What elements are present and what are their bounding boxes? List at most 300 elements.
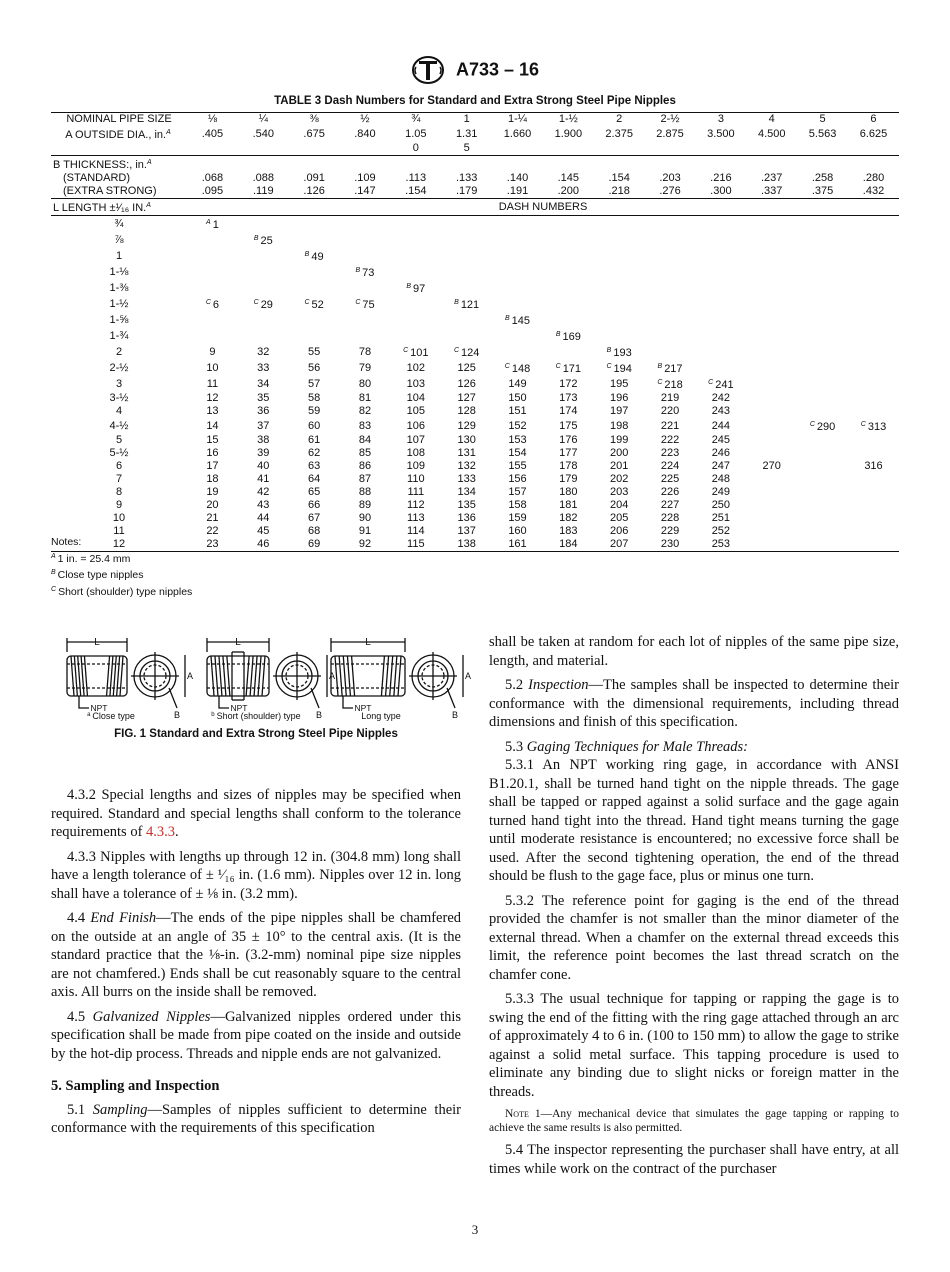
table-cell: 1.05 [405,127,427,140]
dash-cell: 157 [508,486,527,498]
designation: A733 – 16 [455,59,540,80]
size-row [51,113,899,127]
dash-cell: 110 [407,473,425,485]
dash-cell [695,360,746,376]
dash-cell [594,248,645,264]
note-item: $^C$ Short (shoulder) type nipples [51,585,193,598]
dash-cell [289,312,340,328]
dash-cell: 219 [660,392,680,404]
dash-cell: 40 [257,460,270,472]
dash-cell [492,216,543,233]
table-row [51,232,899,248]
dash-cell [492,328,543,344]
dash-cell [797,280,848,296]
label-b: B [451,710,459,720]
dash-cell [695,344,746,360]
thread-line [347,656,350,696]
dash-cell: $^B$ 49 [304,251,324,263]
dash-cell [594,328,645,344]
dash-cell: 84 [358,434,372,446]
dash-cell: 42 [257,486,270,498]
dash-cell: 220 [660,405,680,417]
dash-cell [695,232,746,248]
size-header-cell: 2 [594,113,645,127]
dash-cell: 41 [257,473,270,485]
dash-cell: 107 [406,434,425,446]
dash-cell [797,216,848,233]
dash-cell: 182 [559,512,578,524]
dash-cell [797,460,848,473]
dash-cell [645,264,696,280]
table-row [51,512,899,525]
note-item: $^B$ Close type nipples [51,569,144,581]
dash-cell: 155 [508,460,527,472]
label-a: A [186,671,194,681]
table-row [51,434,899,447]
dash-cell: 55 [308,345,321,358]
thread-line [394,656,397,696]
dash-cell [746,512,797,525]
table-cell: .119 [238,185,289,199]
dash-cell [746,216,797,233]
dash-cell [848,538,899,552]
dash-cell: 244 [711,419,731,432]
dash-cell [746,447,797,460]
size-header-cell: ⅜ [289,113,340,127]
table-cell [289,142,340,156]
dash-cell: $^C$ 148 [504,363,531,375]
dash-cell: 12 [206,392,219,404]
dash-cell [492,296,543,312]
table-cell: .154 [608,172,630,184]
b-leader [311,688,319,708]
dash-cell: $^C$ 124 [453,347,480,359]
dash-cell: 68 [308,525,321,537]
thread-line [117,656,120,696]
dash-cell: 203 [610,486,629,498]
dash-cell: 104 [406,392,425,404]
dash-cell: 150 [508,392,527,404]
size-header-cell: 1 [441,113,492,127]
dash-cell [390,248,441,264]
dash-cell: $^C$ 52 [304,299,324,311]
dash-cell: 34 [257,377,270,390]
dash-cell [441,312,492,328]
dash-cell [390,296,441,312]
table-cell: .145 [557,172,580,184]
dash-cell [746,312,797,328]
size-header-cell: ¾ [390,113,441,127]
xs-row: (EXTRA STRONG) .095 .119 .126 .147 .154 .179 .191 .200 .218 .276 .300 .337 .375 .432 [51,185,899,199]
dash-cell: 18 [206,473,219,485]
para-5-4: 5.4 The inspector representing the purchaser shall have entry, at all times while work on the contract of the purchaser [489,1142,899,1177]
dash-cell [746,499,797,512]
dash-cell: 227 [660,499,680,511]
dash-cell: 111 [407,486,425,498]
dash-numbers-label: DASH NUMBERS [187,199,899,216]
size-header-cell: 6 [848,113,899,127]
dash-cell: 180 [559,486,578,498]
length-cell: 3-½ [109,392,129,404]
dash-cell: 89 [358,499,372,511]
dash-cell [441,216,492,233]
dash-cell: 92 [340,538,391,552]
dash-cell: 23 [187,538,238,552]
table-cell: .375 [797,185,848,199]
dash-cell: 135 [457,499,476,511]
table-cell: .432 [848,185,899,199]
dash-cell [238,264,289,280]
thread-line [254,656,257,696]
size-header-cell: 4 [746,113,797,127]
dash-cell [746,232,797,248]
dash-cell [289,328,340,344]
length-cell: 6 [115,460,123,472]
dash-cell: 154 [508,447,527,459]
length-cell: 1 [115,249,123,262]
dash-cell [695,216,746,233]
dash-cell: 87 [358,473,372,485]
table-cell: .179 [441,185,492,199]
dash-cell: $^C$ 241 [708,379,734,391]
dash-cell: 22 [206,525,219,537]
length-cell: 4-½ [109,419,129,432]
dash-cell: 250 [711,499,731,511]
thread-line [223,656,226,696]
dash-cell: 102 [406,361,425,374]
dash-cell [390,312,441,328]
dash-cell: 226 [660,486,680,498]
dash-cell [695,312,746,328]
dash-cell: 90 [358,512,372,524]
dash-cell: $^B$ 121 [454,299,480,311]
dash-cell [645,328,696,344]
dash-cell: 131 [457,447,476,459]
footnote-mark: B [355,267,361,274]
footnote-mark: B [406,283,412,290]
dash-cell: $^A$ 1 [206,219,219,231]
dash-cell [695,328,746,344]
table-row [51,296,899,312]
dash-cell [848,248,899,264]
dash-cell [848,376,899,392]
length-cell: 7 [115,473,123,485]
table-row [51,280,899,296]
dash-cell: 132 [457,460,476,472]
dash-cell: 245 [711,434,731,446]
thread-line [84,656,87,696]
footnote-mark: C [253,299,259,306]
footnote-mark: C [453,347,459,354]
dash-cell: 35 [257,392,270,404]
dash-cell [797,499,848,512]
dash-cell [441,264,492,280]
table-cell: .133 [455,172,478,184]
thread-line [258,656,261,696]
dash-cell [797,264,848,280]
dash-cell [797,328,848,344]
table-cell [848,142,899,156]
table-cell: 2.375 [605,127,633,140]
dash-cell: 62 [308,447,321,459]
dash-cell: 202 [610,473,629,485]
footnote-mark: B [504,315,510,322]
footnote-mark: A [206,219,211,226]
table-cell [187,142,238,156]
table-cell [340,142,391,156]
dash-cell: 253 [695,538,746,552]
dash-cell: 243 [711,405,731,417]
dash-cell [340,280,391,296]
dash-cell: 32 [257,345,270,358]
dash-cell: 16 [206,447,219,459]
dash-cell: 204 [610,499,629,511]
para-5-1: 5.1 Sampling—Samples of nipples sufficient to determine their conformance with the requirements of this specification [51,1101,462,1136]
table-row [51,473,899,486]
dash-cell: 173 [559,392,578,404]
length-cell: 1-⅜ [109,281,129,294]
dash-cell [289,264,340,280]
dash-cell: $^C$ 290 [809,421,836,433]
dash-cell: 251 [711,512,731,524]
dash-cell: 64 [308,473,321,485]
footnote-mark: B [606,347,612,354]
length-cell: 12 [51,538,187,552]
dash-cell [441,280,492,296]
table-row [51,360,899,376]
dash-cell: 229 [660,525,680,537]
left-column [51,786,461,1144]
footnote-mark: C [809,421,815,428]
label-l: L [94,637,100,648]
para-5-3: 5.3 Gaging Techniques for Male Threads: [505,738,749,755]
dash-cell [695,264,746,280]
dash-cell: 79 [358,361,372,374]
dash-cell [187,280,238,296]
dash-cell [594,216,645,233]
para-4-3-3: 4.3.3 Nipples with lengths up through 12 in. (304.8 mm) long shall have a length tolerance of ± ¹⁄₁₆ in. (1.6 mm). Nipples over 12 in. long shall have a tolerance of ± ⅛ in. (3.2 mm). [51,848,461,902]
thread-line [219,656,222,696]
dash-cell [390,216,441,233]
thread-line [71,656,74,696]
figure-nipples [51,628,472,728]
thread-line [78,656,81,696]
size-header-cell: ½ [340,113,391,127]
caption-short-type: $^b$ Short (shoulder) type [211,711,301,721]
label-b: B [173,710,181,720]
dash-cell [441,248,492,264]
dash-cell [492,344,543,360]
para-4-4: 4.4 End Finish—The ends of the pipe nipples shall be chamfered on the outside at an angle of 35 ± 10° to the central axis. (It is the standard practice that the ⅛-in. (3.2-mm) nominal pipe size nipples are not chamfered.) Ends shall be cut reasonably square to the central axis. All burrs on the inside shall be removed. [51,910,462,1000]
footnote-mark: C [304,299,310,306]
table-cell: 4.500 [757,127,786,140]
npt-leader [79,696,89,708]
dash-cell: 161 [492,538,543,552]
size-header-cell: ¼ [238,113,289,127]
dash-cell [594,264,645,280]
dash-cell: 230 [645,538,696,552]
dash-cell [746,538,797,552]
thread-line [398,656,401,696]
thickness-row: B THICKNESS:, in.$^A$ [53,159,152,171]
dash-cell [645,296,696,312]
dash-cell [797,405,848,418]
dash-cell: 224 [660,460,680,472]
thread-line [335,656,338,696]
dash-cell: 105 [406,405,425,417]
dash-cell: 106 [406,419,425,432]
thread-line [250,656,253,696]
dash-cell [238,312,289,328]
para-4-5: 4.5 Galvanized Nipples—Galvanized nipples ordered under this specification shall be made from pipe coated on the inside and outside by the hot-dip process. Threads and nipple ends are not galvanized. [51,1008,461,1062]
thread-line [74,656,77,696]
od-cont-row [51,142,899,156]
label-b: B [315,710,323,720]
dash-cell: 80 [358,377,372,390]
table-cell [543,142,594,156]
footnote-mark: C [657,379,663,386]
table-row [51,376,899,392]
dash-cell [848,392,899,405]
dash-cell [848,232,899,248]
dash-cell: 33 [257,361,270,374]
footnote-mark: C [355,299,361,306]
label-a: A [464,671,472,681]
dash-cell: 149 [508,377,527,390]
dash-cell [238,216,289,233]
dash-cell [848,486,899,499]
table-cell: .280 [862,172,885,184]
dash-cell [594,296,645,312]
dash-cell: 252 [711,525,731,537]
table-cell: 3.500 [707,127,735,140]
footnote-mark: C [860,421,866,428]
dash-cell [797,232,848,248]
length-cell: 1-½ [109,297,129,310]
table-notes [51,536,192,599]
dash-cell: 86 [358,460,372,472]
dash-cell: 63 [308,460,321,472]
right-column [489,633,899,1184]
table-cell [238,142,289,156]
table-cell: 1.660 [503,127,532,140]
dash-cell [746,248,797,264]
dash-cell [543,264,594,280]
dash-cell [238,248,289,264]
thread-line [107,656,110,696]
dash-cell: 37 [257,419,270,432]
table-row [51,499,899,512]
dash-cell [492,280,543,296]
dash-cell [238,328,289,344]
footnote-mark: C [403,347,409,354]
dash-cell [848,216,899,233]
length-cell: 1-¾ [109,329,129,342]
table-cell: .091 [303,172,325,184]
table-row [51,312,899,328]
dash-cell: 130 [457,434,476,446]
thread-line [390,656,393,696]
thread-line [227,656,230,696]
table-cell: .337 [746,185,797,199]
dash-cell [695,248,746,264]
dash-cell: 183 [559,525,578,537]
label-npt: NPT [90,703,108,713]
length-cell: 10 [112,512,126,524]
dash-cell: 57 [308,377,321,390]
dash-cell [746,328,797,344]
dash-cell: 134 [457,486,476,498]
dash-cell [492,264,543,280]
dash-cell [848,512,899,525]
dash-cell: 69 [289,538,340,552]
dash-cell: 175 [559,419,578,432]
dash-cell [187,264,238,280]
table-cell: .300 [695,185,746,199]
dash-cell [746,280,797,296]
table-cell: 0 [390,142,441,156]
length-cell: 5 [115,434,123,446]
table-cell: .088 [252,172,274,184]
note-item: $^A$ 1 in. = 25.4 mm [51,552,131,565]
dash-cell: $^B$ 169 [555,331,581,343]
table-row [51,460,899,473]
dash-cell [441,232,492,248]
dash-cell: 195 [610,377,629,390]
dash-cell [746,376,797,392]
dash-cell: 179 [559,473,578,485]
dash-cell [848,328,899,344]
length-cell: 4 [115,405,123,417]
footnote-mark: C [205,299,211,306]
table-cell: .068 [201,172,224,184]
dash-cell: $^B$ 25 [253,235,273,247]
dash-cell: 78 [358,345,372,358]
size-header-cell: 3 [695,113,746,127]
footnote-mark: B [304,251,310,258]
dash-cell: 246 [711,447,731,459]
dash-cell: 127 [457,392,476,404]
table-cell: .200 [543,185,594,199]
dash-cell [543,296,594,312]
dash-cell: 153 [508,434,527,446]
dash-cell [543,312,594,328]
dash-cell: 176 [559,434,578,446]
length-cell: 8 [115,486,123,498]
dash-cell: 39 [257,447,270,459]
table-cell: 5 [441,142,492,156]
dash-cell [797,296,848,312]
table-cell: .147 [340,185,391,199]
link-4-3-3[interactable]: 4.3.3 [146,824,176,840]
dash-cell: 249 [711,486,731,498]
dash-cell: $^C$ 313 [860,421,887,433]
dash-cell: 44 [257,512,270,524]
table-cell: .237 [761,172,783,184]
table-cell: .216 [710,172,732,184]
thread-line [246,656,249,696]
dash-cell [543,216,594,233]
dash-cell: 56 [308,361,321,374]
table-cell: .095 [187,185,238,199]
dash-cell [848,264,899,280]
dash-cell: 207 [594,538,645,552]
table-cell: .113 [405,172,427,184]
table-title: TABLE 3 Dash Numbers for Standard and Extra Strong Steel Pipe Nipples [274,95,676,107]
table-cell: .840 [354,127,376,140]
label-l: L [235,637,241,648]
dash-cell: $^C$ 29 [253,299,273,311]
